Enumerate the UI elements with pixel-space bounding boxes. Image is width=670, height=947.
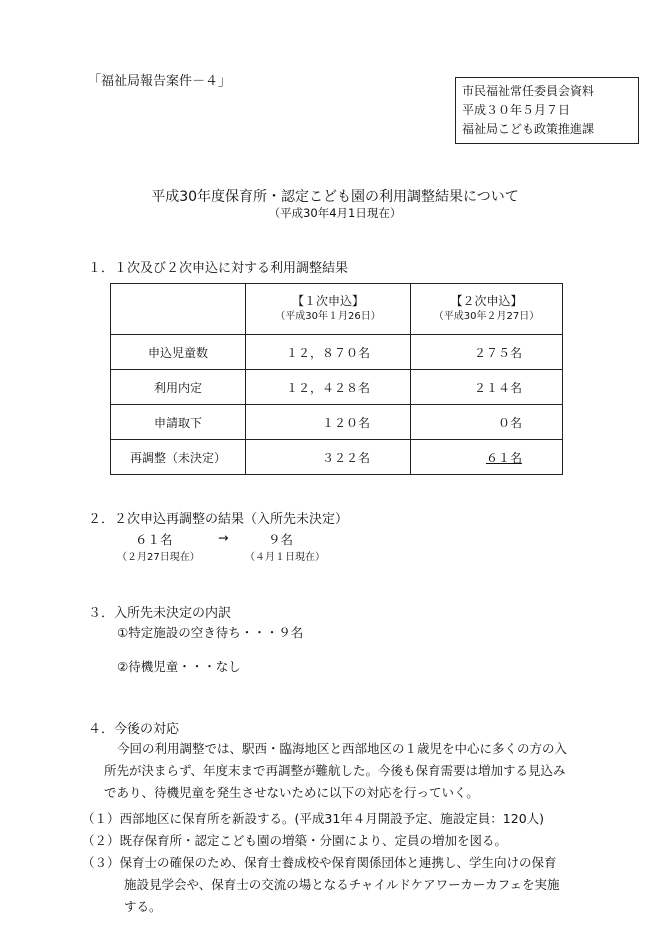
- document-subtitle: （平成30年4月1日現在）: [268, 206, 402, 220]
- result-table: [110, 283, 563, 475]
- row-label: 申請取下: [111, 405, 246, 440]
- row-label: 再調整（未決定）: [111, 440, 246, 475]
- section4-item-capacity-increase: （２）既存保育所・認定こども園の増築・分園により、定員の増加を図る。: [82, 833, 508, 848]
- second-round-title: 【２次申込】: [450, 294, 523, 308]
- section4-item-childcare-workers: （３）保育士の確保のため、保育士養成校や保育関係団体と連携し、学生向けの保育: [82, 855, 557, 870]
- section4-paragraph-line: であり、待機児童を発生させないために以下の対応を行っていく。: [104, 785, 479, 800]
- section2-to-date: （４月１日現在）: [245, 552, 325, 563]
- second-round-value: ２１４名: [411, 370, 563, 405]
- first-round-date: （平成30年１月26日）: [275, 311, 381, 322]
- first-round-value: １２，４２８名: [246, 370, 411, 405]
- first-round-value: １２０名: [246, 405, 411, 440]
- report-label: 「福祉局報告案件－４」: [88, 74, 232, 89]
- section1-heading: １．１次及び２次申込に対する利用調整結果: [88, 261, 349, 276]
- section2-arrow: →: [218, 530, 229, 545]
- committee-stamp: [455, 77, 639, 144]
- section3-heading: ３．入所先未決定の内訳: [88, 606, 232, 621]
- section2-heading: ２．２次申込再調整の結果（入所先未決定）: [88, 512, 349, 527]
- row-label: 利用内定: [111, 370, 246, 405]
- table-header-second-round: [411, 284, 563, 335]
- table-row: [111, 405, 563, 440]
- section3-item-waitlisted-children: ②待機児童・・・なし: [117, 659, 241, 674]
- table-row: [111, 370, 563, 405]
- section4-heading: ４．今後の対応: [88, 722, 180, 737]
- table-header-first-round: [246, 284, 411, 335]
- first-round-value: １２，８７０名: [246, 335, 411, 370]
- table-header-row: [111, 284, 563, 335]
- section4-item-new-nursery: （１）西部地区に保育所を新設する。(平成31年４月開設予定、施設定員：120人): [82, 811, 545, 826]
- stamp-line-date: 平成３０年５月７日: [462, 103, 571, 117]
- stamp-line-committee: 市民福祉常任委員会資料: [462, 84, 595, 98]
- section2-from-value: ６１名: [135, 532, 173, 547]
- section4-item-childcare-workers-cont: 施設見学会や、保育士の交流の場となるチャイルドケアワーカーカフェを実施: [124, 877, 560, 892]
- table-corner-cell: [111, 284, 246, 335]
- second-round-date: （平成30年２月27日）: [433, 311, 540, 322]
- second-round-readjust-value: ６１名: [485, 450, 522, 465]
- first-round-value: ３２２名: [246, 440, 411, 475]
- section4-paragraph-line: 今回の利用調整では、駅西・臨海地区と西部地区の１歳児を中心に多くの方の入: [117, 741, 568, 756]
- stamp-line-department: 福祉局こども政策推進課: [462, 122, 595, 136]
- section2-from-date: （２月27日現在）: [117, 552, 200, 563]
- second-round-value: ２７５名: [411, 335, 563, 370]
- second-round-value: ０名: [411, 405, 563, 440]
- document-title: 平成30年度保育所・認定こども園の利用調整結果について: [151, 189, 519, 205]
- table-row: [111, 440, 563, 475]
- section4-paragraph-line: 所先が決まらず、年度末まで再調整が難航した。今後も保育需要は増加する見込み: [104, 763, 566, 778]
- section4-item-childcare-workers-end: する。: [124, 899, 162, 914]
- first-round-title: 【１次申込】: [292, 294, 365, 308]
- table-row: [111, 335, 563, 370]
- row-label: 申込児童数: [111, 335, 246, 370]
- section2-to-value: ９名: [268, 532, 294, 547]
- second-round-value: [411, 440, 563, 475]
- section3-item-waiting-facility: ①特定施設の空き待ち・・・９名: [117, 625, 304, 640]
